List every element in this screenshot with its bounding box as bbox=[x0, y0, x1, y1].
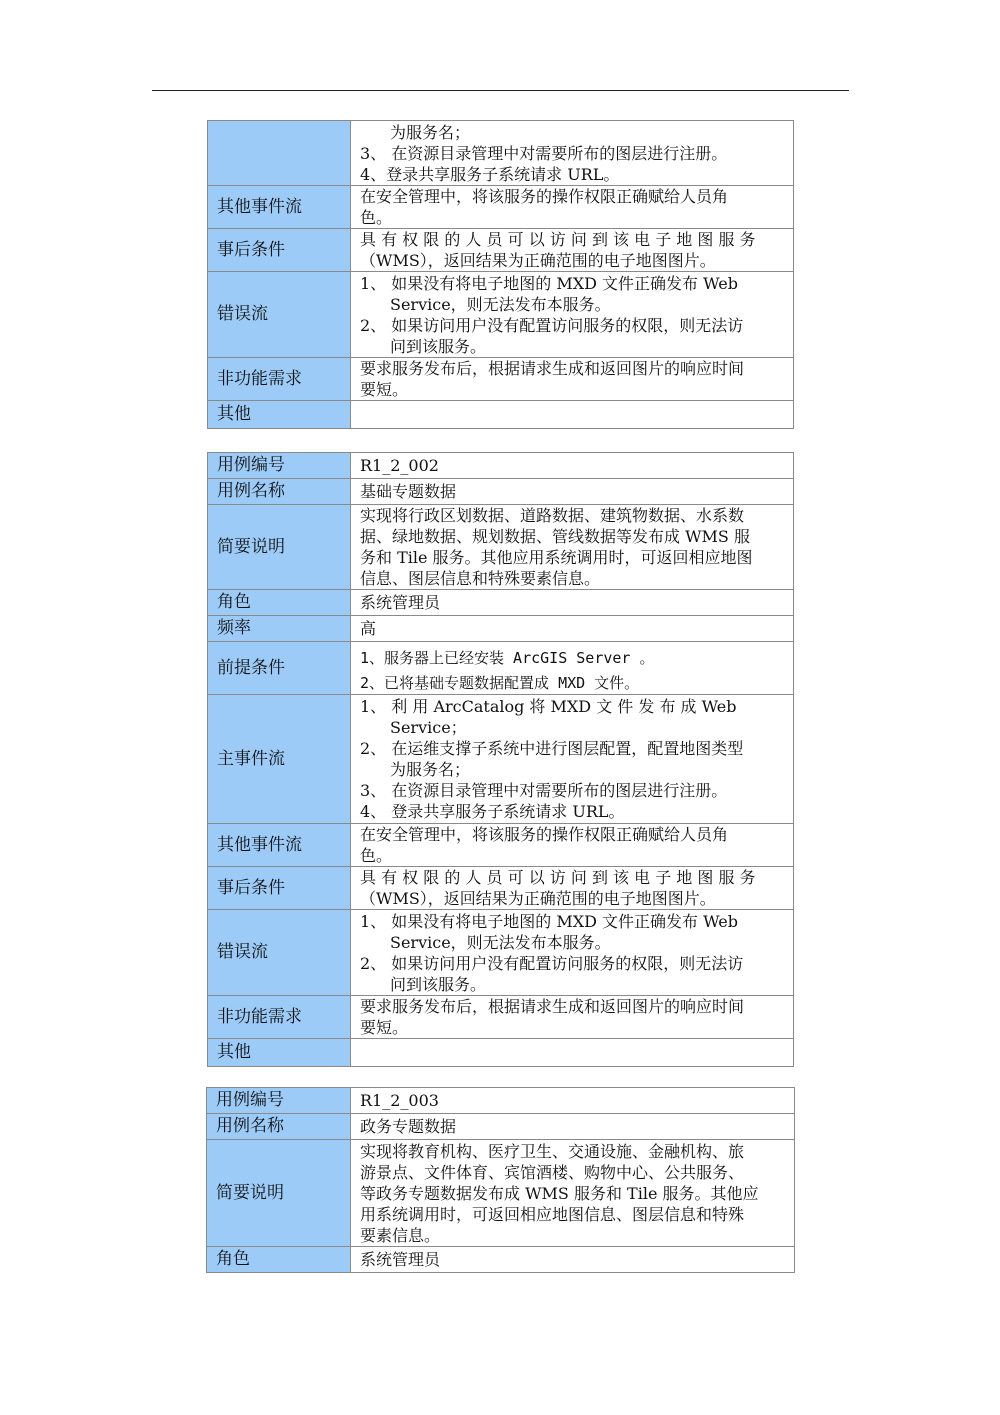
text-line: 2、 如果访问用户没有配置访问服务的权限，则无法访 bbox=[360, 315, 744, 335]
text-line: 4、 登录共享服务子系统请求 URL。 bbox=[360, 802, 625, 821]
label-misc: 其他 bbox=[208, 401, 351, 429]
use-case-table-r1-2-003 bbox=[206, 1087, 795, 1273]
label-id: 用例编号 bbox=[208, 453, 351, 479]
label-error-flow: 错误流 bbox=[208, 910, 351, 996]
label-error-flow: 错误流 bbox=[208, 272, 351, 358]
text-line: Service； bbox=[390, 718, 467, 737]
label-name: 用例名称 bbox=[207, 1114, 351, 1140]
label-other-flow: 其他事件流 bbox=[208, 824, 351, 867]
value-name: 政务专题数据 bbox=[351, 1114, 795, 1140]
value-misc bbox=[351, 401, 794, 429]
value-id: R1_2_003 bbox=[351, 1088, 795, 1114]
text-line: 2、 在运维支撑子系统中进行图层配置，配置地图类型 bbox=[360, 739, 744, 758]
label-role: 角色 bbox=[208, 590, 351, 616]
value-main-flow bbox=[351, 695, 794, 824]
text-line: 要求服务发布后，根据请求生成和返回图片的响应时间 bbox=[360, 997, 745, 1016]
label-brief: 简要说明 bbox=[208, 505, 351, 590]
row-misc bbox=[208, 1039, 794, 1067]
main-flow-line: 3、 在资源目录管理中对需要所布的图层进行注册。 bbox=[360, 143, 728, 163]
text-line: 1、服务器上已经安装 ArcGIS Server 。 bbox=[360, 648, 655, 667]
row-nonfunctional bbox=[208, 358, 794, 401]
text-line: Service，则无法发布本服务。 bbox=[390, 932, 611, 952]
text-line: 要短。 bbox=[360, 380, 409, 399]
row-id bbox=[208, 453, 794, 479]
label-nonfunctional: 非功能需求 bbox=[208, 358, 351, 401]
text-line: 2、 如果访问用户没有配置访问服务的权限，则无法访 bbox=[360, 953, 744, 973]
value-frequency: 高 bbox=[351, 616, 794, 642]
label-misc: 其他 bbox=[208, 1039, 351, 1067]
value-precondition bbox=[351, 642, 794, 695]
label-role: 角色 bbox=[207, 1247, 351, 1273]
row-precondition bbox=[208, 642, 794, 695]
row-role bbox=[208, 590, 794, 616]
text-line: （WMS），返回结果为正确范围的电子地图图片。 bbox=[360, 889, 716, 908]
value-error-flow bbox=[351, 272, 794, 358]
value-misc bbox=[351, 1039, 794, 1067]
value-post-condition bbox=[351, 867, 794, 910]
text-line: （WMS），返回结果为正确范围的电子地图图片。 bbox=[360, 251, 716, 270]
text-line: 要素信息。 bbox=[360, 1225, 441, 1245]
row-brief bbox=[208, 505, 794, 590]
value-name: 基础专题数据 bbox=[351, 479, 794, 505]
value-id: R1_2_002 bbox=[351, 453, 794, 479]
row-nonfunctional bbox=[208, 996, 794, 1039]
row-name bbox=[208, 479, 794, 505]
label-nonfunctional: 非功能需求 bbox=[208, 996, 351, 1039]
row-error-flow bbox=[208, 910, 794, 996]
use-case-table-continued bbox=[207, 120, 794, 429]
text-line: 色。 bbox=[360, 208, 393, 227]
text-line: 1、 利 用 ArcCatalog 将 MXD 文 件 发 布 成 Web bbox=[360, 697, 737, 716]
text-line: 实现将行政区划数据、道路数据、建筑物数据、水系数 bbox=[360, 506, 745, 525]
text-line: 2、已将基础专题数据配置成 MXD 文件。 bbox=[360, 673, 640, 692]
text-line: 在安全管理中，将该服务的操作权限正确赋给人员角 bbox=[360, 825, 729, 844]
text-line: 要求服务发布后，根据请求生成和返回图片的响应时间 bbox=[360, 359, 745, 378]
row-frequency bbox=[208, 616, 794, 642]
text-line: 等政务专题数据发布成 WMS 服务和 Tile 服务。其他应 bbox=[360, 1183, 759, 1203]
row-brief bbox=[207, 1140, 795, 1247]
value-nonfunctional bbox=[351, 358, 794, 401]
row-misc bbox=[208, 401, 794, 429]
text-line: 1、 如果没有将电子地图的 MXD 文件正确发布 Web bbox=[360, 911, 738, 931]
main-flow-line: 4、登录共享服务子系统请求 URL。 bbox=[360, 164, 620, 184]
row-main-flow-cont bbox=[208, 121, 794, 186]
label-post-condition: 事后条件 bbox=[208, 229, 351, 272]
value-role: 系统管理员 bbox=[351, 1247, 795, 1273]
text-line: 据、绿地数据、规划数据、管线数据等发布成 WMS 服 bbox=[360, 527, 750, 546]
header-rule bbox=[152, 90, 849, 91]
text-line: 务和 Tile 服务。其他应用系统调用时，可返回相应地图 bbox=[360, 548, 753, 567]
text-line: Service，则无法发布本服务。 bbox=[390, 294, 611, 314]
value-nonfunctional bbox=[351, 996, 794, 1039]
value-post-condition bbox=[351, 229, 794, 272]
label-brief: 简要说明 bbox=[207, 1140, 351, 1247]
use-case-table-r1-2-002 bbox=[207, 452, 794, 1067]
value-error-flow bbox=[351, 910, 794, 996]
row-post-condition bbox=[208, 867, 794, 910]
label-precondition: 前提条件 bbox=[208, 642, 351, 695]
row-other-flow bbox=[208, 186, 794, 229]
label-frequency: 频率 bbox=[208, 616, 351, 642]
main-flow-line: 为服务名； bbox=[390, 122, 471, 142]
label-post-condition: 事后条件 bbox=[208, 867, 351, 910]
row-other-flow bbox=[208, 824, 794, 867]
text-line: 3、 在资源目录管理中对需要所布的图层进行注册。 bbox=[360, 781, 728, 800]
row-id bbox=[207, 1088, 795, 1114]
text-line: 色。 bbox=[360, 846, 393, 865]
label-id: 用例编号 bbox=[207, 1088, 351, 1114]
value-other-flow bbox=[351, 824, 794, 867]
value-brief bbox=[351, 505, 794, 590]
text-line: 要短。 bbox=[360, 1018, 409, 1037]
row-role bbox=[207, 1247, 795, 1273]
text-line: 在安全管理中，将该服务的操作权限正确赋给人员角 bbox=[360, 187, 729, 206]
row-post-condition bbox=[208, 229, 794, 272]
row-main-flow bbox=[208, 695, 794, 824]
text-line: 为服务名； bbox=[390, 760, 471, 779]
text-line: 问到该服务。 bbox=[390, 336, 487, 356]
value-role: 系统管理员 bbox=[351, 590, 794, 616]
text-line: 问到该服务。 bbox=[390, 974, 487, 994]
text-line: 游景点、文件体育、宾馆酒楼、购物中心、公共服务、 bbox=[360, 1162, 745, 1182]
value-other-flow bbox=[351, 186, 794, 229]
label-name: 用例名称 bbox=[208, 479, 351, 505]
text-line: 实现将教育机构、医疗卫生、交通设施、金融机构、旅 bbox=[360, 1141, 745, 1161]
value-main-flow-cont bbox=[351, 121, 794, 186]
text-line: 具 有 权 限 的 人 员 可 以 访 问 到 该 电 子 地 图 服 务 bbox=[360, 868, 756, 887]
row-error-flow bbox=[208, 272, 794, 358]
label-main-flow-cont bbox=[208, 121, 351, 186]
value-brief bbox=[351, 1140, 795, 1247]
text-line: 信息、图层信息和特殊要素信息。 bbox=[360, 569, 601, 588]
row-name bbox=[207, 1114, 795, 1140]
label-main-flow: 主事件流 bbox=[208, 695, 351, 824]
text-line: 1、 如果没有将电子地图的 MXD 文件正确发布 Web bbox=[360, 273, 738, 293]
text-line: 具 有 权 限 的 人 员 可 以 访 问 到 该 电 子 地 图 服 务 bbox=[360, 230, 756, 249]
label-other-flow: 其他事件流 bbox=[208, 186, 351, 229]
text-line: 用系统调用时，可返回相应地图信息、图层信息和特殊 bbox=[360, 1204, 745, 1224]
